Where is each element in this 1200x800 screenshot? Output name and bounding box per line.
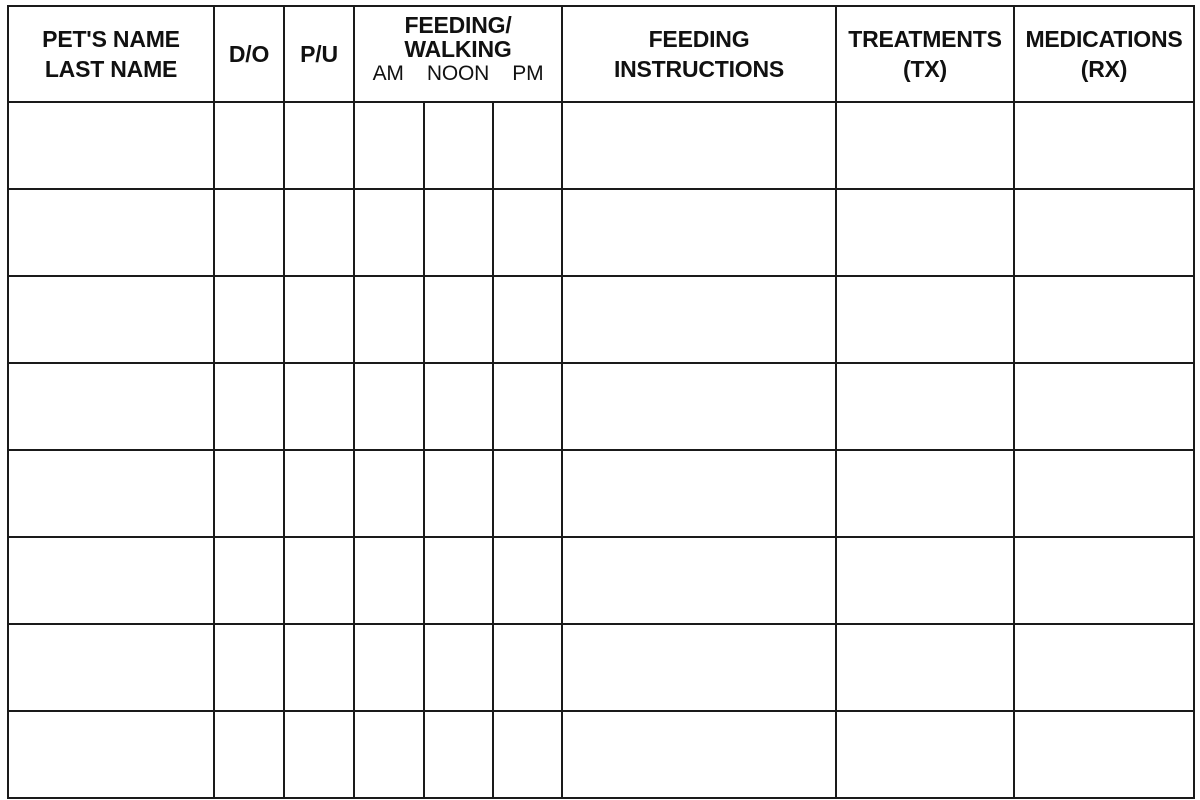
cell-pick-up[interactable] [284,450,354,537]
cell-drop-off[interactable] [214,276,284,363]
cell-feeding-noon[interactable] [424,102,493,189]
cell-feeding-instructions[interactable] [562,276,836,363]
header-time-slots [355,61,561,87]
cell-pick-up[interactable] [284,102,354,189]
cell-feeding-am[interactable] [354,450,424,537]
header-pet-name [8,6,214,102]
header-drop-off-label: D/O [228,41,270,67]
cell-feeding-noon[interactable] [424,624,493,711]
cell-feeding-noon[interactable] [424,450,493,537]
cell-treatments[interactable] [836,624,1014,711]
header-feeding-walking-line1: FEEDING/ [404,12,512,38]
cell-feeding-noon[interactable] [424,189,493,276]
cell-pet-name[interactable] [8,537,214,624]
cell-pet-name[interactable] [8,450,214,537]
cell-medications[interactable] [1014,276,1194,363]
header-pick-up [284,6,354,102]
cell-feeding-am[interactable] [354,537,424,624]
cell-drop-off[interactable] [214,537,284,624]
cell-medications[interactable] [1014,624,1194,711]
cell-feeding-am[interactable] [354,276,424,363]
cell-treatments[interactable] [836,276,1014,363]
cell-pick-up[interactable] [284,624,354,711]
cell-feeding-noon[interactable] [424,537,493,624]
table-row [8,711,1194,798]
cell-feeding-pm[interactable] [493,537,562,624]
cell-feeding-am[interactable] [354,102,424,189]
header-medications [1014,6,1194,102]
cell-feeding-instructions[interactable] [562,363,836,450]
cell-drop-off[interactable] [214,624,284,711]
header-row [8,6,1194,102]
cell-feeding-pm[interactable] [493,102,562,189]
header-pick-up-label: P/U [300,41,338,67]
cell-pick-up[interactable] [284,711,354,798]
header-slot-noon: NOON [426,62,490,85]
cell-feeding-am[interactable] [354,363,424,450]
cell-treatments[interactable] [836,711,1014,798]
cell-feeding-pm[interactable] [493,189,562,276]
header-drop-off [214,6,284,102]
cell-pet-name[interactable] [8,276,214,363]
table-row [8,363,1194,450]
cell-pet-name[interactable] [8,711,214,798]
cell-drop-off[interactable] [214,102,284,189]
cell-feeding-instructions[interactable] [562,624,836,711]
cell-drop-off[interactable] [214,450,284,537]
cell-feeding-noon[interactable] [424,363,493,450]
cell-pick-up[interactable] [284,189,354,276]
pet-care-log-table [7,5,1195,799]
cell-feeding-pm[interactable] [493,276,562,363]
cell-medications[interactable] [1014,537,1194,624]
cell-medications[interactable] [1014,450,1194,537]
header-feeding-instructions-line2: INSTRUCTIONS [613,56,785,82]
cell-pick-up[interactable] [284,363,354,450]
header-slot-am: AM [372,62,404,85]
header-feeding-walking [354,6,562,102]
header-feeding-instructions [562,6,836,102]
cell-treatments[interactable] [836,450,1014,537]
header-medications-line2: (RX) [1080,56,1128,82]
cell-feeding-instructions[interactable] [562,189,836,276]
cell-medications[interactable] [1014,711,1194,798]
cell-medications[interactable] [1014,102,1194,189]
cell-drop-off[interactable] [214,189,284,276]
cell-feeding-pm[interactable] [493,711,562,798]
cell-medications[interactable] [1014,189,1194,276]
cell-treatments[interactable] [836,537,1014,624]
cell-treatments[interactable] [836,102,1014,189]
header-treatments-line2: (TX) [903,56,947,82]
cell-pet-name[interactable] [8,363,214,450]
header-feeding-walking-line2: WALKING [404,36,512,62]
cell-feeding-noon[interactable] [424,711,493,798]
cell-feeding-am[interactable] [354,624,424,711]
cell-feeding-instructions[interactable] [562,102,836,189]
cell-pick-up[interactable] [284,276,354,363]
cell-treatments[interactable] [836,363,1014,450]
cell-feeding-am[interactable] [354,711,424,798]
header-treatments-line1: TREATMENTS [848,26,1002,52]
header-pet-name-line1: PET'S NAME [42,26,180,52]
cell-drop-off[interactable] [214,363,284,450]
table-row [8,189,1194,276]
cell-drop-off[interactable] [214,711,284,798]
cell-feeding-noon[interactable] [424,276,493,363]
header-pet-name-line2: LAST NAME [44,56,178,82]
table-row [8,537,1194,624]
header-slot-pm: PM [512,62,544,85]
table-row [8,624,1194,711]
cell-feeding-pm[interactable] [493,450,562,537]
cell-feeding-pm[interactable] [493,363,562,450]
cell-medications[interactable] [1014,363,1194,450]
cell-feeding-pm[interactable] [493,624,562,711]
header-feeding-instructions-line1: FEEDING [648,26,750,52]
cell-feeding-instructions[interactable] [562,450,836,537]
cell-pet-name[interactable] [8,102,214,189]
cell-feeding-instructions[interactable] [562,537,836,624]
table-row [8,102,1194,189]
cell-pet-name[interactable] [8,189,214,276]
table-row [8,450,1194,537]
cell-pet-name[interactable] [8,624,214,711]
cell-pick-up[interactable] [284,537,354,624]
cell-feeding-am[interactable] [354,189,424,276]
header-medications-line1: MEDICATIONS [1025,26,1183,52]
header-treatments [836,6,1014,102]
pet-care-log-sheet [7,5,1193,793]
table-row [8,276,1194,363]
cell-feeding-instructions[interactable] [562,711,836,798]
cell-treatments[interactable] [836,189,1014,276]
